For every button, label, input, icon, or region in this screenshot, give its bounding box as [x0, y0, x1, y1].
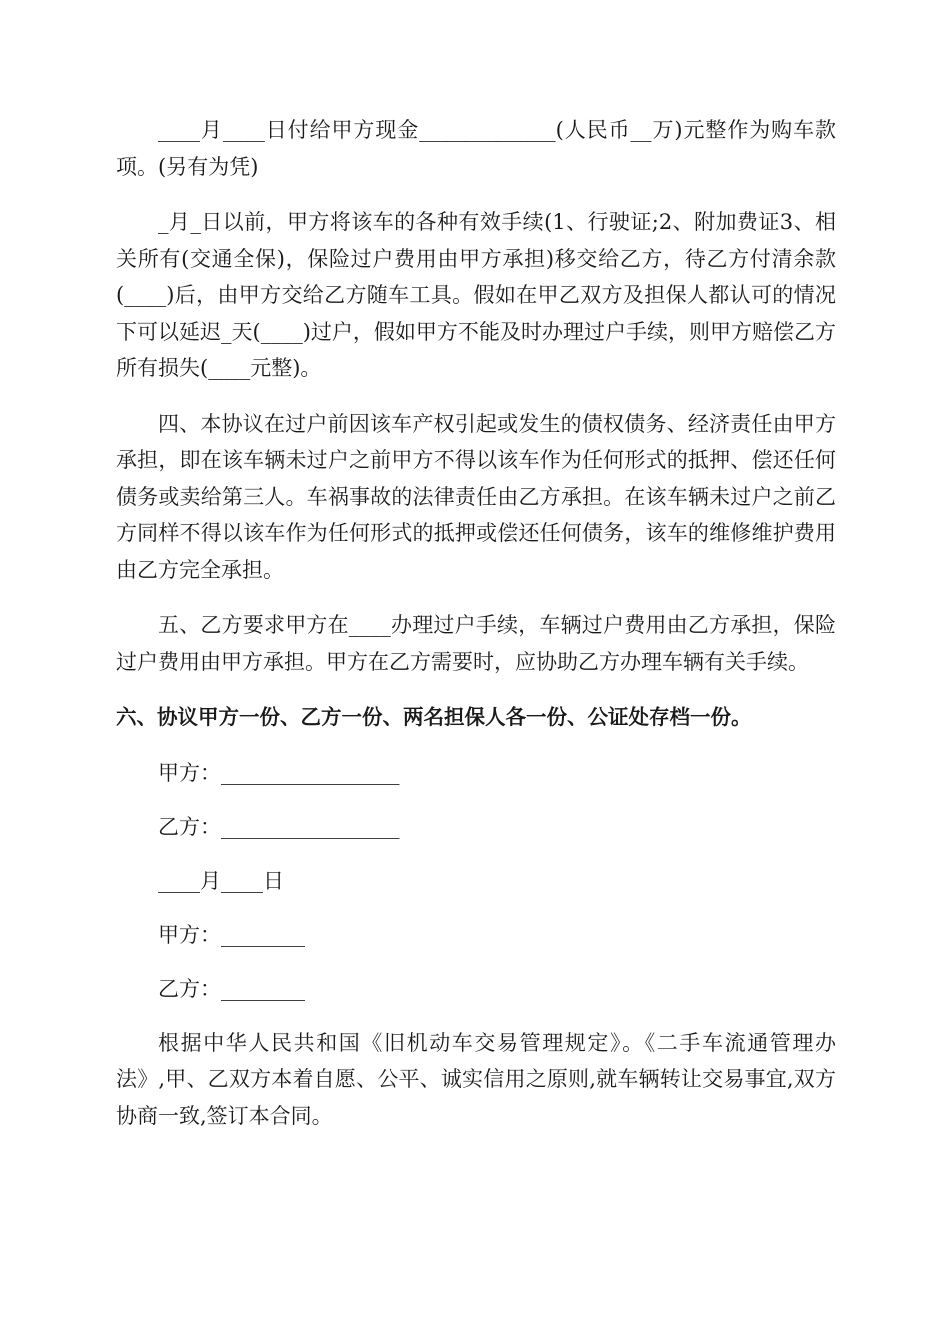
handover-paragraph: _月_日以前，甲方将该车的各种有效手续(1、行驶证;2、附加费证3、相关所有(交通全保)，保险过户费用由甲方承担)移交给乙方，待乙方付清余款(____)后，由甲方交给乙方随车工具。假如在甲乙双方及担保人都认可的情况下可以延迟_天(____)过户，假如甲方不能及时办理过户手续，则甲方赔偿乙方所有损失(____元整)。: [116, 210, 836, 380]
payment-paragraph: ____月____日付给甲方现金_____________(人民币__万)元整作为购车款项。(另有为凭): [116, 118, 836, 179]
party-a-signature-line: 甲方：_________________: [158, 760, 400, 785]
signing-date-line: ____月____日: [158, 868, 284, 893]
party-a-signature-line-2: 甲方：________: [158, 922, 305, 947]
party-b-signature-line: 乙方：_________________: [158, 814, 400, 839]
clause-5-paragraph: 五、乙方要求甲方在____办理过户手续，车辆过户费用由乙方承担，保险过户费用由甲方承担。甲方在乙方需要时，应协助乙方办理车辆有关手续。: [116, 613, 836, 674]
document-page: [116, 112, 836, 1153]
closing-paragraph: 根据中华人民共和国《旧机动车交易管理规定》。《二手车流通管理办法》,甲、乙双方本着自愿、公平、诚实信用之原则,就车辆转让交易事宜,双方协商一致,签订本合同。: [116, 1030, 836, 1128]
clause-4-paragraph: 四、本协议在过户前因该车产权引起或发生的债权债务、经济责任由甲方承担，即在该车辆未过户之前甲方不得以该车作为任何形式的抵押、偿还任何债务或卖给第三人。车祸事故的法律责任由乙方承担。在该车辆未过户之前乙方同样不得以该车作为任何形式的抵押或偿还任何债务，该车的维修维护费用由乙方完全承担。: [116, 411, 836, 582]
party-b-signature-line-2: 乙方：________: [158, 976, 305, 1001]
clause-6-heading: 六、协议甲方一份、乙方一份、两名担保人各一份、公证处存档一份。: [116, 705, 752, 729]
